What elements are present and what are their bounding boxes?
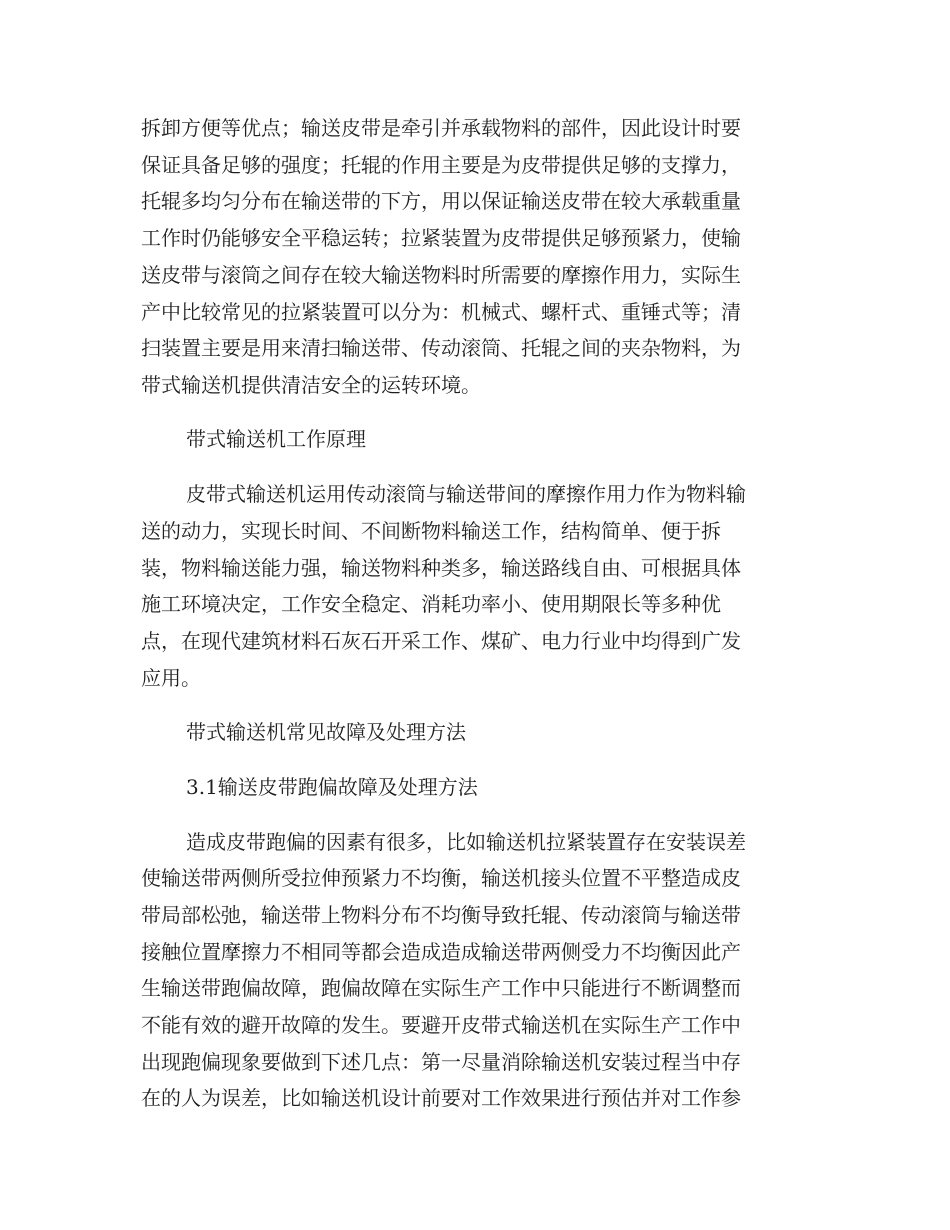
paragraph-3-line: 接触位置摩擦力不相同等都会造成造成输送带两侧受力不均衡因此产 (141, 940, 741, 964)
paragraph-1-line: 带式输送机提供清洁安全的运转环境。 (141, 373, 481, 397)
subsection-heading-3-1: 3.1输送皮带跑偏故障及处理方法 (186, 775, 478, 799)
paragraph-2-line: 装，物料输送能力强，输送物料种类多，输送路线自由、可根据具体 (141, 556, 741, 580)
paragraph-2-line: 施工环境决定，工作安全稳定、消耗功率小、使用期限长等多种优 (141, 592, 721, 616)
paragraph-2-line: 送的动力，实现长时间、不间断物料输送工作，结构简单、便于拆 (141, 519, 721, 543)
paragraph-3-line: 带局部松弛，输送带上物料分布不均衡导致托辊、传动滚筒与输送带 (141, 903, 741, 927)
section-heading-faults: 带式输送机常见故障及处理方法 (186, 720, 466, 744)
paragraph-3-line: 使输送带两侧所受拉伸预紧力不均衡，输送机接头位置不平整造成皮 (141, 866, 741, 890)
paragraph-1-line: 工作时仍能够安全平稳运转；拉紧装置为皮带提供足够预紧力，使输 (141, 226, 741, 250)
paragraph-1-line: 拆卸方便等优点；输送皮带是牵引并承载物料的部件，因此设计时要 (141, 116, 741, 140)
paragraph-2-line: 皮带式输送机运用传动滚筒与输送带间的摩擦作用力作为物料输 (186, 482, 746, 506)
paragraph-3-line: 出现跑偏现象要做到下述几点：第一尽量消除输送机安装过程当中存 (141, 1050, 741, 1074)
paragraph-2-line: 点，在现代建筑材料石灰石开采工作、煤矿、电力行业中均得到广发 (141, 629, 741, 653)
paragraph-3-line: 在的人为误差，比如输送机设计前要对工作效果进行预估并对工作参 (141, 1086, 741, 1110)
paragraph-1-line: 送皮带与滚筒之间存在较大输送物料时所需要的摩擦作用力，实际生 (141, 263, 741, 287)
paragraph-3-line: 生输送带跑偏故障，跑偏故障在实际生产工作中只能进行不断调整而 (141, 976, 741, 1000)
paragraph-1-line: 产中比较常见的拉紧装置可以分为：机械式、螺杆式、重锤式等；清 (141, 300, 741, 324)
paragraph-1-line: 保证具备足够的强度；托辊的作用主要是为皮带提供足够的支撑力， (141, 153, 741, 177)
paragraph-3-line: 不能有效的避开故障的发生。要避开皮带式输送机在实际生产工作中 (141, 1013, 741, 1037)
paragraph-2-line: 应用。 (141, 666, 201, 690)
paragraph-1-line: 扫装置主要是用来清扫输送带、传动滚筒、托辊之间的夹杂物料，为 (141, 336, 741, 360)
paragraph-1-line: 托辊多均匀分布在输送带的下方，用以保证输送皮带在较大承载重量 (141, 189, 741, 213)
paragraph-3-line: 造成皮带跑偏的因素有很多，比如输送机拉紧装置存在安装误差 (186, 830, 746, 854)
section-heading-principle: 带式输送机工作原理 (186, 427, 366, 451)
